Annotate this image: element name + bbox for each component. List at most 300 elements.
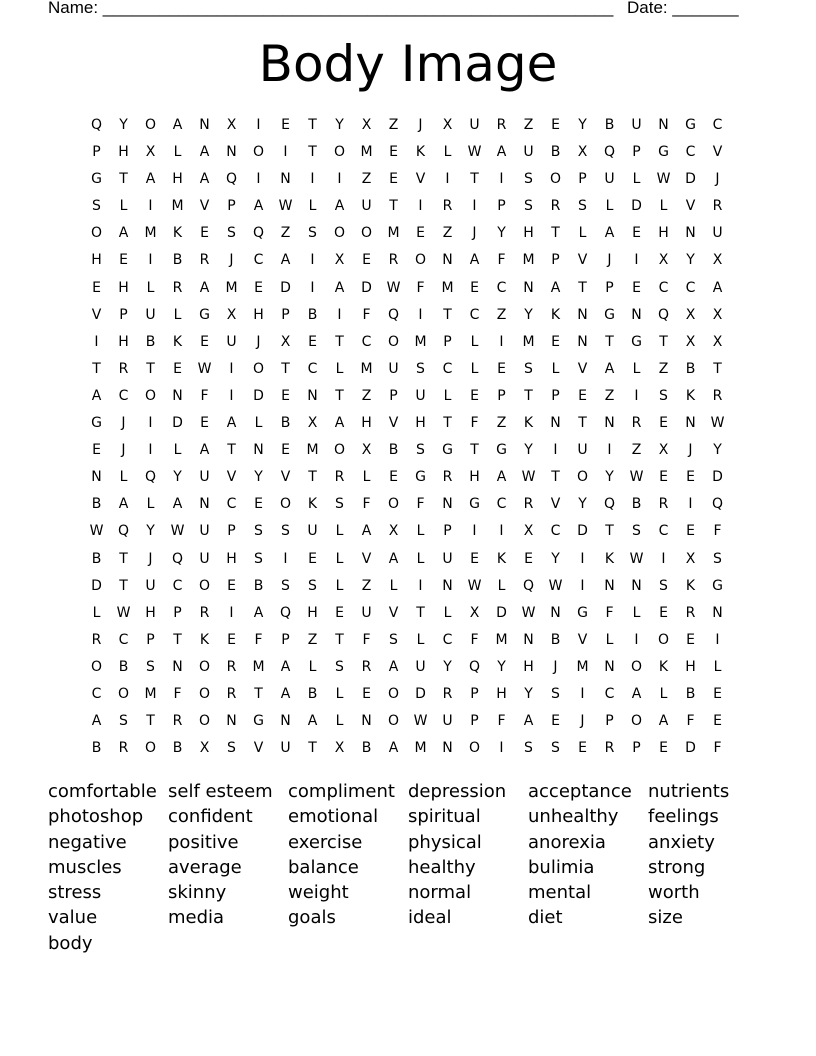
grid-letter: I bbox=[634, 387, 639, 404]
grid-letter: A bbox=[280, 685, 291, 702]
grid-letter: X bbox=[712, 306, 723, 323]
grid-letter: C bbox=[226, 496, 237, 513]
grid-letter: T bbox=[551, 225, 560, 242]
grid-letter: R bbox=[712, 387, 723, 404]
grid-letter: P bbox=[605, 279, 614, 296]
grid-letter: X bbox=[712, 252, 723, 269]
grid-letter: N bbox=[226, 713, 237, 730]
grid-letter: R bbox=[226, 658, 237, 675]
grid-letter: J bbox=[256, 333, 261, 350]
grid-letter: V bbox=[577, 252, 588, 269]
grid-letter: I bbox=[283, 550, 288, 567]
grid-letter: Q bbox=[603, 144, 616, 161]
grid-letter: K bbox=[307, 496, 318, 513]
grid-letter: Y bbox=[524, 306, 533, 323]
grid-letter: T bbox=[335, 333, 344, 350]
grid-letter: L bbox=[659, 685, 668, 702]
grid-letter: N bbox=[685, 415, 696, 432]
grid-letter: F bbox=[686, 713, 695, 730]
grid-letter: L bbox=[497, 577, 506, 594]
grid-letter: E bbox=[362, 252, 371, 269]
grid-letter: I bbox=[229, 387, 234, 404]
grid-letter: R bbox=[442, 469, 453, 486]
grid-letter: K bbox=[550, 306, 561, 323]
grid-letter: E bbox=[200, 333, 209, 350]
grid-letter: Q bbox=[711, 496, 724, 513]
grid-letter: Z bbox=[307, 631, 318, 648]
grid-letter: B bbox=[550, 144, 561, 161]
grid-letter: U bbox=[523, 144, 534, 161]
grid-letter: O bbox=[117, 685, 130, 702]
grid-letter: E bbox=[632, 279, 641, 296]
grid-letter: B bbox=[550, 631, 561, 648]
grid-letter: T bbox=[227, 442, 236, 459]
grid-letter: F bbox=[497, 713, 506, 730]
grid-letter: P bbox=[497, 198, 506, 215]
grid-letter: A bbox=[91, 387, 102, 404]
grid-letter: O bbox=[333, 225, 346, 242]
grid-letter: H bbox=[118, 144, 129, 161]
grid-letter: L bbox=[335, 685, 344, 702]
grid-letter: C bbox=[685, 144, 696, 161]
word-bank-item: mental bbox=[528, 882, 592, 904]
grid-letter: O bbox=[144, 387, 157, 404]
grid-letter: A bbox=[631, 685, 642, 702]
word-bank-item: spiritual bbox=[408, 806, 481, 828]
grid-letter: E bbox=[551, 713, 560, 730]
grid-letter: H bbox=[523, 658, 534, 675]
word-bank-item: physical bbox=[408, 831, 482, 853]
grid-letter: C bbox=[118, 387, 129, 404]
grid-letter: A bbox=[199, 144, 210, 161]
grid-letter: M bbox=[522, 252, 535, 269]
grid-letter: R bbox=[172, 279, 183, 296]
grid-letter: R bbox=[442, 685, 453, 702]
grid-letter: U bbox=[631, 117, 642, 133]
grid-letter: P bbox=[119, 306, 128, 323]
grid-letter: L bbox=[632, 360, 641, 377]
grid-letter: Q bbox=[171, 550, 184, 567]
grid-letter: I bbox=[607, 442, 612, 459]
grid-letter: L bbox=[578, 225, 587, 242]
grid-letter: L bbox=[605, 198, 614, 215]
grid-letter: K bbox=[496, 550, 507, 567]
grid-letter: A bbox=[172, 496, 183, 513]
grid-letter: Y bbox=[524, 442, 533, 459]
grid-letter: G bbox=[91, 171, 102, 188]
grid-letter: E bbox=[470, 387, 479, 404]
grid-letter: Z bbox=[388, 117, 399, 133]
grid-letter: Z bbox=[604, 387, 615, 404]
grid-letter: X bbox=[658, 442, 669, 459]
grid-letter: E bbox=[92, 442, 101, 459]
grid-letter: G bbox=[685, 117, 696, 133]
grid-letter: X bbox=[577, 144, 588, 161]
word-bank-item: confident bbox=[168, 806, 253, 828]
grid-letter: N bbox=[604, 577, 615, 594]
grid-letter: E bbox=[389, 469, 398, 486]
grid-letter: J bbox=[607, 252, 612, 269]
grid-letter: D bbox=[253, 387, 264, 404]
grid-letter: F bbox=[362, 631, 371, 648]
grid-letter: I bbox=[580, 577, 585, 594]
grid-letter: D bbox=[577, 523, 588, 540]
grid-letter: C bbox=[442, 360, 453, 377]
grid-letter: C bbox=[712, 117, 723, 133]
grid-letter: M bbox=[225, 279, 238, 296]
grid-letter: E bbox=[470, 550, 479, 567]
grid-letter: T bbox=[578, 279, 587, 296]
grid-letter: E bbox=[308, 333, 317, 350]
grid-letter: W bbox=[197, 360, 212, 377]
grid-letter: Y bbox=[146, 523, 155, 540]
grid-letter: B bbox=[91, 740, 102, 757]
grid-letter: O bbox=[387, 713, 400, 730]
grid-letter: X bbox=[685, 306, 696, 323]
grid-letter: H bbox=[118, 279, 129, 296]
grid-letter: I bbox=[499, 740, 504, 757]
grid-letter: E bbox=[281, 442, 290, 459]
grid-letter: O bbox=[333, 144, 346, 161]
word-bank-item: worth bbox=[648, 882, 700, 904]
grid-letter: N bbox=[442, 252, 453, 269]
grid-letter: R bbox=[658, 496, 669, 513]
grid-letter: Y bbox=[551, 550, 560, 567]
grid-letter: V bbox=[253, 740, 264, 757]
grid-letter: R bbox=[172, 713, 183, 730]
grid-letter: Y bbox=[119, 117, 128, 133]
grid-letter: A bbox=[226, 415, 237, 432]
grid-letter: B bbox=[307, 306, 318, 323]
grid-letter: Z bbox=[523, 117, 534, 133]
grid-letter: F bbox=[497, 252, 506, 269]
grid-letter: T bbox=[470, 171, 479, 188]
grid-letter: T bbox=[605, 333, 614, 350]
grid-letter: N bbox=[442, 496, 453, 513]
grid-letter: C bbox=[172, 577, 183, 594]
grid-letter: U bbox=[199, 550, 210, 567]
grid-letter: A bbox=[388, 550, 399, 567]
grid-letter: L bbox=[632, 171, 641, 188]
grid-letter: F bbox=[416, 496, 425, 513]
word-bank-item: value bbox=[48, 907, 98, 929]
word-bank-item: normal bbox=[408, 882, 472, 904]
grid-letter: G bbox=[658, 144, 669, 161]
grid-letter: F bbox=[470, 631, 479, 648]
grid-letter: M bbox=[144, 685, 157, 702]
grid-letter: H bbox=[361, 415, 372, 432]
grid-letter: O bbox=[198, 713, 211, 730]
word-bank-item: negative bbox=[48, 831, 127, 853]
grid-letter: A bbox=[604, 225, 615, 242]
grid-letter: I bbox=[580, 550, 585, 567]
grid-letter: E bbox=[497, 360, 506, 377]
grid-letter: N bbox=[550, 604, 561, 621]
grid-letter: C bbox=[496, 279, 507, 296]
word-bank-item: healthy bbox=[408, 856, 476, 878]
word-bank-item: body bbox=[48, 932, 93, 954]
grid-letter: M bbox=[360, 360, 373, 377]
grid-letter: S bbox=[632, 523, 641, 540]
grid-letter: W bbox=[521, 604, 536, 621]
grid-letter: Z bbox=[631, 442, 642, 459]
grid-letter: N bbox=[604, 415, 615, 432]
grid-letter: P bbox=[605, 713, 614, 730]
grid-letter: I bbox=[256, 117, 261, 133]
grid-letter: X bbox=[280, 333, 291, 350]
grid-letter: A bbox=[280, 252, 291, 269]
grid-letter: M bbox=[414, 333, 427, 350]
grid-letter: U bbox=[307, 523, 318, 540]
grid-letter: J bbox=[715, 171, 720, 188]
grid-letter: S bbox=[335, 496, 344, 513]
grid-letter: T bbox=[146, 360, 155, 377]
grid-letter: A bbox=[118, 496, 129, 513]
grid-letter: R bbox=[442, 198, 453, 215]
grid-letter: H bbox=[226, 550, 237, 567]
grid-letter: E bbox=[281, 387, 290, 404]
grid-letter: T bbox=[254, 685, 263, 702]
grid-letter: E bbox=[200, 225, 209, 242]
grid-letter: C bbox=[253, 252, 264, 269]
grid-letter: C bbox=[442, 631, 453, 648]
grid-letter: C bbox=[658, 279, 669, 296]
grid-letter: S bbox=[227, 225, 236, 242]
grid-letter: I bbox=[148, 198, 153, 215]
grid-letter: N bbox=[172, 387, 183, 404]
word-bank-item: acceptance bbox=[528, 781, 632, 802]
grid-letter: G bbox=[712, 577, 723, 594]
grid-letter: I bbox=[148, 442, 153, 459]
grid-letter: R bbox=[685, 604, 696, 621]
grid-letter: T bbox=[416, 604, 425, 621]
grid-letter: L bbox=[551, 360, 560, 377]
grid-letter: R bbox=[118, 360, 129, 377]
grid-letter: A bbox=[118, 225, 129, 242]
grid-letter: Z bbox=[442, 225, 453, 242]
word-bank-item: compliment bbox=[288, 781, 395, 802]
grid-letter: E bbox=[578, 740, 587, 757]
grid-letter: N bbox=[604, 658, 615, 675]
grid-letter: N bbox=[631, 306, 642, 323]
grid-letter: X bbox=[685, 550, 696, 567]
grid-letter: T bbox=[173, 631, 182, 648]
grid-letter: B bbox=[631, 496, 642, 513]
grid-letter: R bbox=[712, 198, 723, 215]
grid-letter: Y bbox=[254, 469, 263, 486]
grid-letter: H bbox=[145, 604, 156, 621]
grid-letter: E bbox=[335, 604, 344, 621]
grid-letter: L bbox=[470, 360, 479, 377]
word-bank-item: size bbox=[648, 907, 683, 929]
grid-letter: P bbox=[92, 144, 101, 161]
grid-letter: S bbox=[551, 740, 560, 757]
grid-letter: S bbox=[281, 577, 290, 594]
grid-letter: E bbox=[416, 225, 425, 242]
grid-letter: O bbox=[630, 658, 643, 675]
grid-letter: A bbox=[604, 360, 615, 377]
grid-letter: O bbox=[360, 225, 373, 242]
grid-letter: R bbox=[388, 252, 399, 269]
grid-letter: M bbox=[441, 279, 454, 296]
grid-letter: I bbox=[283, 144, 288, 161]
grid-letter: A bbox=[253, 198, 264, 215]
word-bank-item: ideal bbox=[408, 907, 452, 929]
grid-letter: J bbox=[229, 252, 234, 269]
grid-letter: X bbox=[685, 333, 696, 350]
grid-letter: O bbox=[414, 252, 427, 269]
grid-letter: K bbox=[415, 144, 426, 161]
grid-letter: T bbox=[146, 713, 155, 730]
grid-letter: E bbox=[713, 685, 722, 702]
grid-letter: I bbox=[499, 333, 504, 350]
grid-letter: A bbox=[334, 279, 345, 296]
grid-letter: E bbox=[578, 387, 587, 404]
grid-letter: Y bbox=[578, 117, 587, 133]
grid-letter: R bbox=[523, 496, 534, 513]
grid-letter: C bbox=[550, 523, 561, 540]
grid-letter: T bbox=[281, 360, 290, 377]
grid-letter: F bbox=[173, 685, 182, 702]
grid-letter: U bbox=[442, 550, 453, 567]
grid-letter: I bbox=[553, 442, 558, 459]
grid-letter: I bbox=[418, 577, 423, 594]
grid-letter: K bbox=[685, 387, 696, 404]
grid-letter: I bbox=[310, 279, 315, 296]
grid-letter: N bbox=[442, 577, 453, 594]
grid-letter: N bbox=[712, 604, 723, 621]
grid-letter: U bbox=[226, 333, 237, 350]
grid-letter: C bbox=[307, 360, 318, 377]
word-bank-item: balance bbox=[288, 856, 359, 878]
grid-letter: P bbox=[281, 631, 290, 648]
grid-letter: K bbox=[523, 415, 534, 432]
grid-letter: K bbox=[172, 225, 183, 242]
grid-letter: N bbox=[226, 144, 237, 161]
grid-letter: R bbox=[91, 631, 102, 648]
grid-letter: X bbox=[145, 144, 156, 161]
grid-letter: B bbox=[172, 252, 183, 269]
grid-letter: C bbox=[118, 631, 129, 648]
grid-letter: R bbox=[361, 658, 372, 675]
grid-letter: V bbox=[388, 415, 399, 432]
grid-letter: G bbox=[415, 469, 426, 486]
grid-letter: L bbox=[146, 496, 155, 513]
grid-letter: R bbox=[334, 469, 345, 486]
grid-letter: B bbox=[685, 685, 696, 702]
grid-letter: U bbox=[388, 360, 399, 377]
grid-letter: W bbox=[656, 171, 671, 188]
grid-letter: X bbox=[307, 415, 318, 432]
grid-letter: I bbox=[418, 306, 423, 323]
grid-letter: B bbox=[280, 415, 291, 432]
grid-letter: X bbox=[226, 117, 237, 133]
grid-letter: S bbox=[524, 171, 533, 188]
grid-letter: X bbox=[226, 306, 237, 323]
grid-letter: N bbox=[523, 279, 534, 296]
grid-letter: A bbox=[361, 523, 372, 540]
grid-letter: J bbox=[121, 442, 126, 459]
grid-letter: O bbox=[252, 144, 265, 161]
grid-letter: T bbox=[524, 387, 533, 404]
grid-letter: P bbox=[443, 523, 452, 540]
word-bank-item: exercise bbox=[288, 831, 363, 853]
word-bank-item: photoshop bbox=[48, 806, 144, 828]
grid-letter: S bbox=[254, 523, 263, 540]
grid-letter: W bbox=[386, 279, 401, 296]
grid-letter: X bbox=[469, 604, 480, 621]
grid-letter: G bbox=[577, 604, 588, 621]
grid-letter: E bbox=[686, 469, 695, 486]
grid-letter: P bbox=[470, 685, 479, 702]
grid-letter: L bbox=[119, 469, 128, 486]
grid-letter: V bbox=[361, 550, 372, 567]
word-bank-item: strong bbox=[648, 856, 706, 878]
grid-letter: X bbox=[199, 740, 210, 757]
page-title: Body Image bbox=[258, 35, 558, 93]
grid-letter: U bbox=[469, 117, 480, 133]
grid-letter: A bbox=[469, 252, 480, 269]
grid-letter: U bbox=[199, 523, 210, 540]
grid-letter: T bbox=[119, 171, 128, 188]
grid-letter: X bbox=[334, 740, 345, 757]
word-bank-item: bulimia bbox=[528, 856, 595, 878]
grid-letter: O bbox=[198, 658, 211, 675]
grid-letter: R bbox=[118, 740, 129, 757]
grid-letter: T bbox=[308, 740, 317, 757]
grid-letter: A bbox=[658, 713, 669, 730]
grid-letter: M bbox=[252, 658, 265, 675]
grid-letter: Y bbox=[524, 685, 533, 702]
grid-letter: E bbox=[254, 496, 263, 513]
grid-letter: L bbox=[362, 469, 371, 486]
grid-letter: S bbox=[524, 360, 533, 377]
grid-letter: L bbox=[389, 577, 398, 594]
grid-letter: R bbox=[226, 685, 237, 702]
grid-letter: N bbox=[685, 225, 696, 242]
letter-grid bbox=[83, 112, 731, 762]
grid-letter: P bbox=[227, 523, 236, 540]
grid-letter: N bbox=[280, 713, 291, 730]
grid-letter: X bbox=[442, 117, 453, 133]
grid-letter: A bbox=[145, 171, 156, 188]
word-bank-item: stress bbox=[48, 882, 102, 904]
grid-letter: E bbox=[308, 550, 317, 567]
grid-letter: O bbox=[387, 496, 400, 513]
grid-letter: P bbox=[389, 387, 398, 404]
grid-letter: Z bbox=[361, 387, 372, 404]
grid-letter: U bbox=[361, 604, 372, 621]
grid-letter: E bbox=[470, 279, 479, 296]
grid-letter: Q bbox=[252, 225, 265, 242]
grid-letter: M bbox=[144, 225, 157, 242]
grid-letter: T bbox=[308, 144, 317, 161]
grid-letter: L bbox=[308, 658, 317, 675]
grid-letter: V bbox=[415, 171, 426, 188]
grid-letter: P bbox=[497, 387, 506, 404]
grid-letter: A bbox=[550, 279, 561, 296]
grid-letter: N bbox=[631, 577, 642, 594]
grid-letter: C bbox=[685, 279, 696, 296]
grid-letter: A bbox=[523, 713, 534, 730]
grid-letter: L bbox=[443, 604, 452, 621]
grid-letter: E bbox=[713, 713, 722, 730]
grid-letter: X bbox=[334, 252, 345, 269]
grid-letter: L bbox=[470, 333, 479, 350]
grid-letter: N bbox=[91, 469, 102, 486]
grid-letter: O bbox=[630, 713, 643, 730]
grid-letter: N bbox=[523, 631, 534, 648]
